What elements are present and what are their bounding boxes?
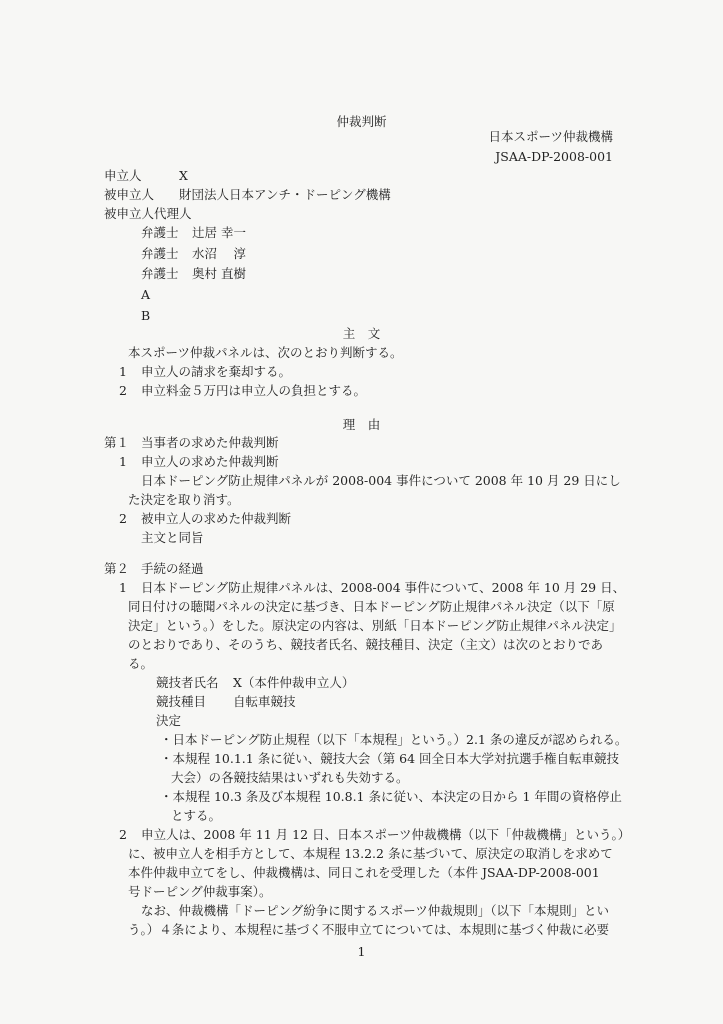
body-line: 決定」という。）をした。原決定の内容は、別紙「日本ドーピング防止規律パネル決定」 <box>128 618 622 633</box>
athlete-value: X（本件仲裁申立人） <box>233 675 355 690</box>
body-line: 号ドーピング仲裁事案）。 <box>128 884 272 899</box>
subsection-title: 申立人の求めた仲裁判断 <box>141 454 279 469</box>
body-line: 同日付けの聴聞パネルの決定に基づき、日本ドーピング防止規律パネル決定（以下「原 <box>128 599 615 614</box>
lawyer-name: 水沼 淳 <box>192 246 246 261</box>
main-text-intro: 本スポーツ仲裁パネルは、次のとおり判断する。 <box>128 345 403 360</box>
section-title: 当事者の求めた仲裁判断 <box>141 435 279 450</box>
lawyer-name: 奥村 直樹 <box>192 266 246 281</box>
section-label: 第１ <box>104 435 130 450</box>
body-line: 主文と同旨 <box>141 530 204 545</box>
athlete-label: 競技者氏名 <box>156 675 219 690</box>
main-item-text: 申立料金５万円は申立人の負担とする。 <box>141 383 367 398</box>
main-item-number: 2 <box>119 383 127 398</box>
sport-value: 自転車競技 <box>233 694 296 709</box>
page-number: 1 <box>357 944 366 959</box>
respondent-label: 被申立人 <box>104 187 155 202</box>
body-line: のとおりであり、そのうち、競技者氏名、競技種目、決定（主文）は次のとおりであ <box>128 637 604 652</box>
case-number: JSAA-DP-2008-001 <box>495 149 613 164</box>
lawyer-name: 辻居 幸一 <box>192 225 246 240</box>
lawyer-title: 弁護士 <box>141 266 179 281</box>
section-title: 手続の経過 <box>141 561 204 576</box>
main-text-heading: 主 文 <box>342 326 381 341</box>
subsection-title: 被申立人の求めた仲裁判断 <box>141 511 292 526</box>
body-line: に、被申立人を相手方として、本規程 13.2.2 条に基づいて、原決定の取消しを求めて <box>128 846 613 861</box>
applicant-value: X <box>179 168 188 183</box>
body-line: 日本ドーピング防止規律パネルが 2008-004 事件について 2008 年 10 月 29 日にし <box>141 473 621 488</box>
document-title: 仲裁判断 <box>336 114 387 129</box>
section-label: 第２ <box>104 561 130 576</box>
body-line: なお、仲裁機構「ドーピング紛争に関するスポーツ仲裁規則」（以下「本規則」とい <box>141 903 610 918</box>
other-party: A <box>141 287 151 302</box>
organization-name: 日本スポーツ仲裁機構 <box>488 129 613 144</box>
decision-label: 決定 <box>156 713 182 728</box>
decision-bullet-cont: 大会）の各競技結果はいずれも失効する。 <box>171 770 409 785</box>
reasons-heading: 理 由 <box>342 417 381 432</box>
decision-bullet: ・本規程 10.3 条及び本規程 10.8.1 条に従い、本決定の日から 1 年間の資格停止 <box>160 789 622 804</box>
body-line: る。 <box>128 656 154 671</box>
subsection-number: 1 <box>119 454 127 469</box>
body-line: 本件仲裁申立てをし、仲裁機構は、同日これを受理した（本件 JSAA-DP-2008-001 <box>128 865 600 880</box>
body-line: 日本ドーピング防止規律パネルは、2008-004 事件について、2008 年 10 月 29 日、 <box>141 580 626 595</box>
sport-label: 競技種目 <box>156 694 207 709</box>
other-party: B <box>141 308 151 323</box>
decision-bullet-cont: とする。 <box>171 808 222 823</box>
main-item-text: 申立人の請求を棄却する。 <box>141 364 292 379</box>
decision-bullet: ・日本ドーピング防止規程（以下「本規程」という。）2.1 条の違反が認められる。 <box>160 732 628 747</box>
decision-bullet: ・本規程 10.1.1 条に従い、競技大会（第 64 回全日本大学対抗選手権自転車競技 <box>160 751 620 766</box>
agent-label: 被申立人代理人 <box>104 206 192 221</box>
lawyer-title: 弁護士 <box>141 246 179 261</box>
main-item-number: 1 <box>119 364 127 379</box>
body-line: 申立人は、2008 年 11 月 12 日、日本スポーツ仲裁機構（以下「仲裁機構」という。） <box>141 827 631 842</box>
paragraph-number: 1 <box>119 580 127 595</box>
applicant-label: 申立人 <box>104 168 142 183</box>
body-line: た決定を取り消す。 <box>128 492 240 507</box>
respondent-value: 財団法人日本アンチ・ドーピング機構 <box>179 187 391 202</box>
subsection-number: 2 <box>119 511 127 526</box>
paragraph-number: 2 <box>119 827 127 842</box>
body-line: う。）４条により、本規程に基づく不服申立てについては、本規則に基づく仲裁に必要 <box>128 922 610 937</box>
lawyer-title: 弁護士 <box>141 225 179 240</box>
